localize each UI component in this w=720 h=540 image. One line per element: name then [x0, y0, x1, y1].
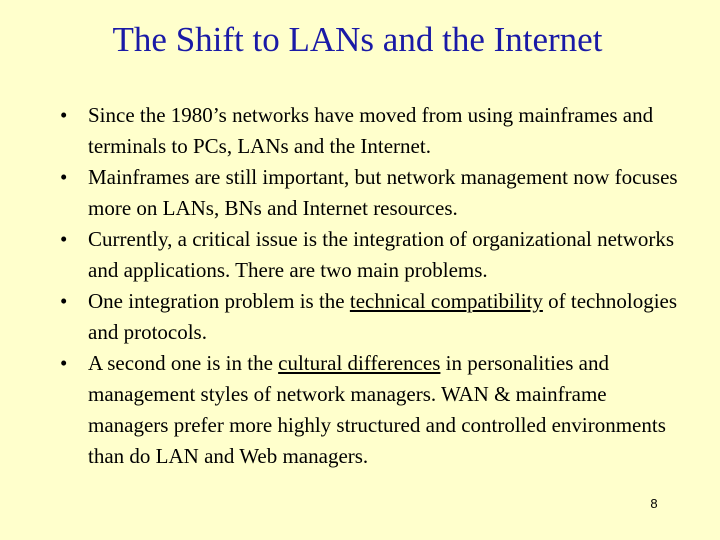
bullet-marker: • — [60, 103, 68, 127]
bullet-item — [60, 286, 680, 348]
bullet-item — [60, 348, 680, 472]
bullet-marker: • — [60, 227, 68, 251]
slide-title: The Shift to LANs and the Internet — [112, 20, 603, 59]
underlined-term: technical compatibility — [349, 289, 543, 313]
bullet-text-end: in personalities and management styles of network managers. WAN & mainframe managers prefer more highly structured and controlled environments than do LAN and Web managers. — [88, 351, 666, 468]
bullet-text: Mainframes are still important, but network management now focuses more on LANs, BNs and Internet resources. — [88, 165, 678, 220]
bullet-item — [60, 162, 680, 224]
bullet-text: Since the 1980’s networks have moved from using mainframes and terminals to PCs, LANs and the Internet. — [88, 103, 654, 158]
bullet-text-start: One integration problem is the — [88, 289, 350, 313]
bullet-marker: • — [60, 289, 68, 313]
bullet-list — [60, 100, 680, 472]
bullet-item — [60, 224, 680, 286]
bullet-text-end: of technologies and protocols. — [88, 289, 678, 344]
underlined-term: cultural differences — [278, 351, 441, 375]
bullet-item — [60, 100, 680, 162]
bullet-text-start: A second one is in the — [88, 351, 279, 375]
bullet-marker: • — [60, 351, 68, 375]
page-number: 8 — [650, 496, 658, 511]
bullet-marker: • — [60, 165, 68, 189]
bullet-text: Currently, a critical issue is the integration of organizational networks and applications. There are two main problems. — [88, 227, 675, 282]
